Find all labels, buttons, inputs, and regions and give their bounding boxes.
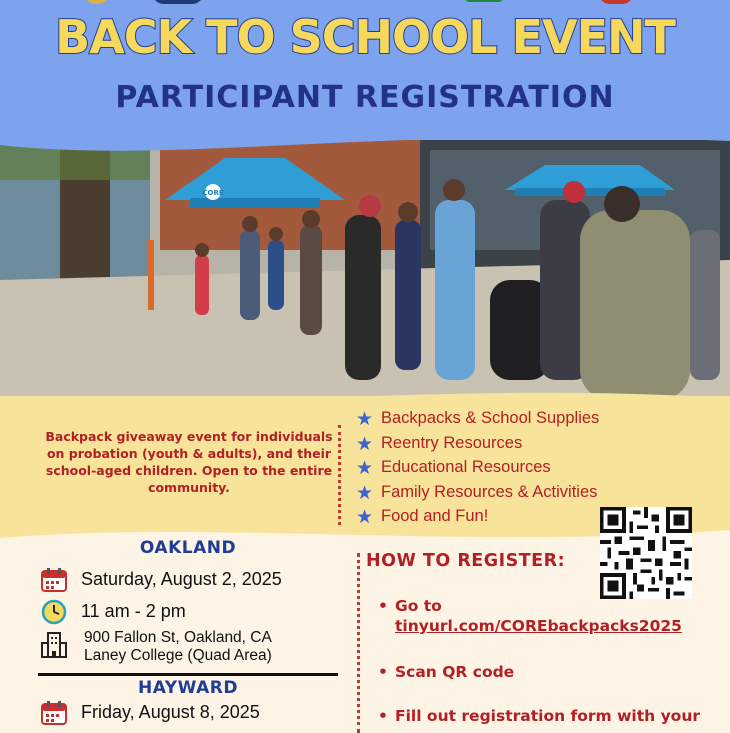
star-icon: ★	[356, 409, 374, 430]
header-wave	[0, 115, 730, 165]
event-photo	[0, 140, 730, 402]
divider	[357, 553, 360, 733]
star-icon: ★	[356, 458, 374, 479]
bullet-icon: •	[378, 663, 388, 681]
oakland-time-row	[38, 599, 338, 625]
bullet-icon: •	[378, 597, 388, 615]
partner-logo	[598, 0, 634, 4]
feature-label: Reentry Resources	[381, 433, 523, 452]
list-item	[378, 706, 728, 726]
city-heading-oakland: OAKLAND	[139, 538, 237, 558]
step-text: Fill out registration form with your	[395, 707, 701, 725]
oakland-time: 11 am - 2 pm	[81, 601, 186, 621]
list-item	[356, 406, 599, 431]
step-text: Go to	[395, 597, 442, 615]
star-icon: ★	[356, 482, 374, 504]
building-icon	[40, 631, 68, 659]
clock-icon	[40, 599, 68, 625]
event-title: BACK TO SCHOOL EVENT	[55, 10, 675, 64]
partner-logo	[530, 0, 576, 4]
star-icon: ★	[356, 507, 374, 528]
tent-label: CORE	[202, 189, 224, 197]
hayward-date: Friday, August 8, 2025	[81, 702, 260, 722]
locations	[38, 538, 338, 726]
list-item	[356, 431, 599, 456]
partner-logos	[0, 0, 730, 6]
oakland-address	[84, 629, 272, 665]
step-text: Scan QR code	[395, 663, 515, 681]
oakland-date-row	[38, 567, 338, 593]
qr-code[interactable]	[600, 507, 692, 599]
register-heading: HOW TO REGISTER:	[366, 551, 566, 571]
hayward-date-row	[38, 700, 338, 726]
city-heading-hayward: HAYWARD	[138, 678, 238, 698]
list-item	[356, 455, 599, 480]
feature-label: Educational Resources	[381, 458, 551, 476]
partner-logo	[84, 0, 110, 4]
partner-logo	[318, 0, 360, 4]
divider	[338, 425, 341, 525]
register-steps	[378, 596, 728, 726]
feature-label: Family Resources & Activities	[381, 482, 598, 501]
star-icon: ★	[356, 433, 374, 455]
event-subtitle: PARTICIPANT REGISTRATION	[115, 80, 615, 115]
calendar-icon	[40, 567, 68, 593]
list-item	[378, 662, 728, 706]
oakland-address-row	[38, 629, 338, 669]
address-line: Laney College (Quad Area)	[84, 647, 272, 664]
feature-label: Food and Fun!	[381, 507, 489, 525]
partner-logo	[152, 0, 204, 4]
feature-list	[356, 406, 599, 529]
registration-link[interactable]: tinyurl.com/COREbackpacks2025	[395, 617, 682, 635]
bullet-icon: •	[378, 707, 388, 725]
list-item	[356, 480, 599, 505]
oakland-date: Saturday, August 2, 2025	[81, 569, 282, 589]
address-line: 900 Fallon St, Oakland, CA	[84, 629, 272, 646]
calendar-icon	[40, 700, 68, 726]
list-item	[378, 596, 728, 662]
event-description: Backpack giveaway event for individuals on probation (youth & adults), and their school-aged children. Open to the entire community.	[45, 429, 333, 495]
partner-logo	[466, 0, 502, 2]
section-rule	[38, 673, 338, 676]
feature-label: Backpacks & School Supplies	[381, 409, 600, 427]
